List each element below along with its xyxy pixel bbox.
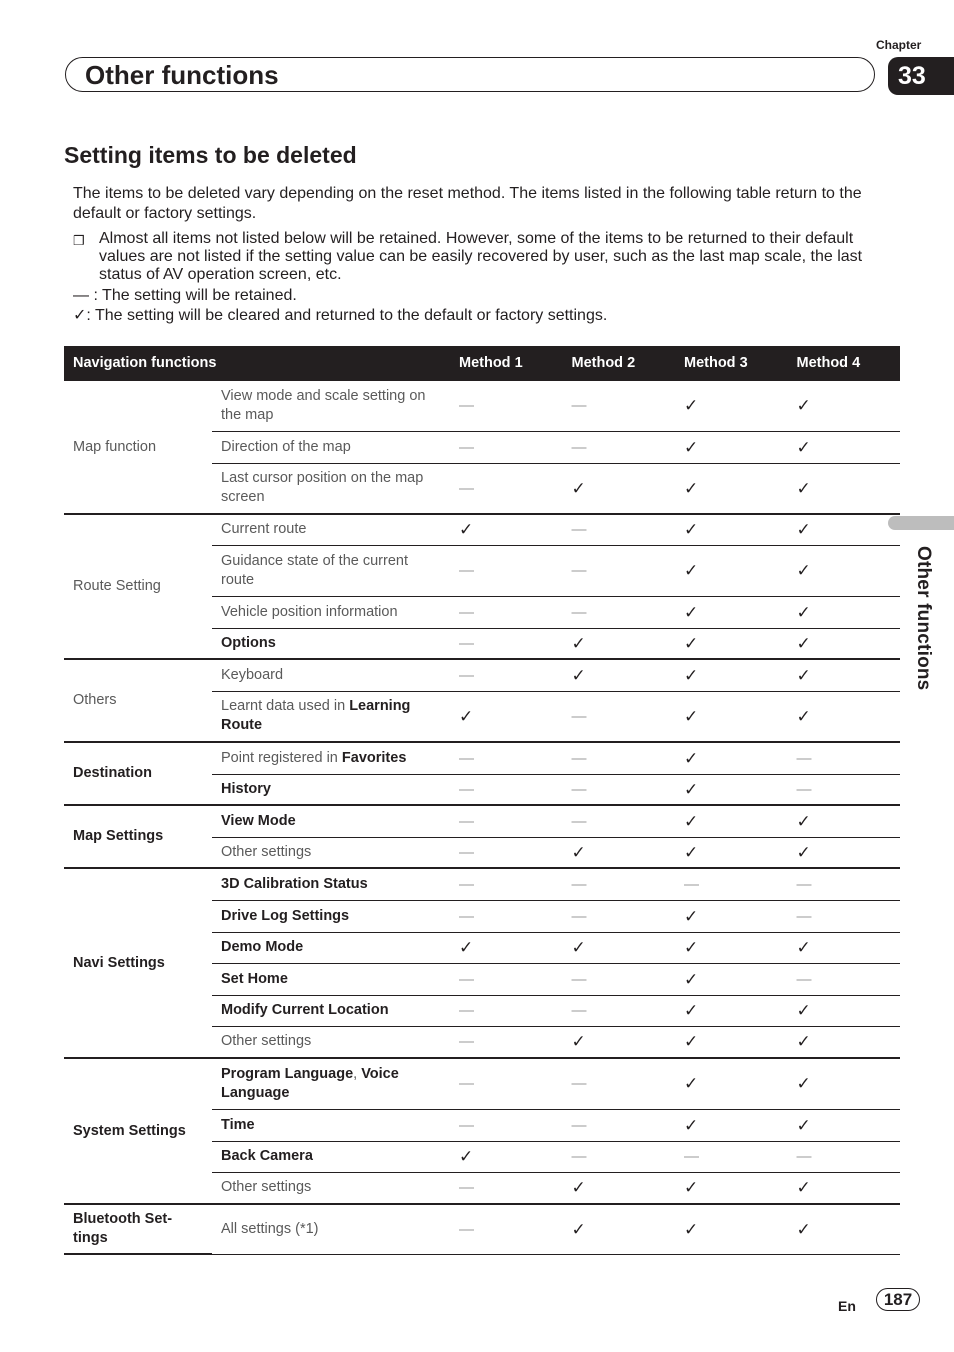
cleared-check-icon: ✓ (788, 1204, 901, 1254)
cleared-check-icon: ✓ (563, 463, 676, 514)
item-text-part: Learnt data used in (221, 698, 350, 715)
item-cell: View Mode (212, 805, 450, 837)
retained-dash-icon: — (563, 995, 676, 1026)
cleared-check-icon: ✓ (675, 380, 788, 431)
item-cell: Time (212, 1109, 450, 1141)
retained-dash-icon: — (563, 805, 676, 837)
cleared-check-icon: ✓ (450, 514, 563, 545)
retained-dash-icon: — (788, 1141, 901, 1172)
cleared-check-icon: ✓ (563, 1172, 676, 1204)
item-text-part: Program Language (221, 1065, 354, 1082)
retained-dash-icon: — (450, 995, 563, 1026)
cleared-check-icon: ✓ (788, 514, 901, 545)
retained-dash-icon: — (450, 545, 563, 596)
table-row (64, 805, 900, 837)
cleared-check-icon: ✓ (563, 628, 676, 659)
item-text-part: Point registered in (221, 749, 342, 766)
retained-dash-icon: — (450, 1058, 563, 1109)
cleared-check-icon: ✓ (788, 659, 901, 691)
item-cell: Other settings (212, 1026, 450, 1058)
category-cell: Map Settings (64, 805, 212, 868)
retained-dash-icon: — (450, 596, 563, 628)
item-cell: Last cursor position on the map screen (212, 463, 450, 514)
item-text-part: Favorites (341, 749, 407, 766)
page-header (65, 57, 875, 92)
cleared-check-icon: ✓ (788, 463, 901, 514)
column-header: Method 1 (450, 346, 563, 380)
retained-dash-icon: — (563, 1058, 676, 1109)
retained-dash-icon: — (563, 431, 676, 463)
retained-dash-icon: — (675, 868, 788, 900)
cleared-check-icon: ✓ (675, 1204, 788, 1254)
cleared-check-icon: ✓ (675, 900, 788, 932)
retained-dash-icon: — (563, 742, 676, 774)
item-cell: Guidance state of the current route (212, 545, 450, 596)
item-cell: Current route (212, 514, 450, 545)
item-cell (212, 1058, 450, 1109)
cleared-check-icon: ✓ (675, 431, 788, 463)
reset-items-table (64, 346, 900, 1255)
cleared-check-icon: ✓ (675, 1109, 788, 1141)
item-cell: Drive Log Settings (212, 900, 450, 932)
cleared-check-icon: ✓ (788, 628, 901, 659)
cleared-check-icon: ✓ (788, 1172, 901, 1204)
cleared-check-icon: ✓ (788, 805, 901, 837)
cleared-check-icon: ✓ (675, 805, 788, 837)
retained-dash-icon: — (563, 514, 676, 545)
cleared-check-icon: ✓ (788, 691, 901, 742)
retained-dash-icon: — (563, 691, 676, 742)
note-text: Almost all items not listed below will be retained. However, some of the items to be returned to their default values are not listed if the setting value can be easily recovered by user, such as the last map scale, the last status of AV operation screen, etc. (99, 230, 863, 283)
cleared-check-icon: ✓ (675, 774, 788, 805)
cleared-check-icon: ✓ (675, 659, 788, 691)
retained-dash-icon: — (563, 900, 676, 932)
retained-dash-icon: — (788, 868, 901, 900)
column-header: Method 3 (675, 346, 788, 380)
item-cell: Set Home (212, 963, 450, 995)
cleared-check-icon: ✓ (788, 1058, 901, 1109)
chapter-label: Chapter (876, 38, 922, 52)
retained-dash-icon: — (450, 774, 563, 805)
checkbox-bullet-icon: ❒ (73, 233, 85, 248)
retained-dash-icon: — (450, 380, 563, 431)
table-row (64, 380, 900, 431)
retained-dash-icon: — (450, 628, 563, 659)
retained-dash-icon: — (450, 431, 563, 463)
page-number: 187 (876, 1288, 920, 1311)
retained-dash-icon: — (450, 1109, 563, 1141)
item-cell: Demo Mode (212, 932, 450, 963)
retained-dash-icon: — (563, 868, 676, 900)
cleared-check-icon: ✓ (675, 514, 788, 545)
cleared-check-icon: ✓ (675, 691, 788, 742)
table-row (64, 868, 900, 900)
cleared-check-icon: ✓ (675, 837, 788, 868)
chapter-number: 33 (888, 57, 954, 95)
retained-dash-icon: — (450, 1204, 563, 1254)
cleared-check-icon: ✓ (675, 596, 788, 628)
cleared-check-icon: ✓ (788, 596, 901, 628)
retained-dash-icon: — (450, 805, 563, 837)
retained-dash-icon: — (563, 380, 676, 431)
retained-dash-icon: — (450, 742, 563, 774)
item-cell: Back Camera (212, 1141, 450, 1172)
cleared-check-icon: ✓ (563, 932, 676, 963)
item-cell: Options (212, 628, 450, 659)
item-text-part: Voice Language (221, 1065, 399, 1101)
cleared-check-icon: ✓ (563, 837, 676, 868)
item-cell: All settings (*1) (212, 1204, 450, 1254)
category-cell: Navi Settings (64, 868, 212, 1058)
item-cell: History (212, 774, 450, 805)
item-cell: Other settings (212, 837, 450, 868)
item-cell: View mode and scale setting on the map (212, 380, 450, 431)
legend-dash: — : The setting will be retained. (73, 287, 297, 304)
cleared-check-icon: ✓ (788, 1026, 901, 1058)
side-tab-label: Other functions (913, 546, 934, 691)
retained-dash-icon: — (450, 900, 563, 932)
retained-dash-icon: — (450, 1172, 563, 1204)
item-text-part: , (353, 1065, 362, 1082)
retained-dash-icon: — (563, 774, 676, 805)
table-header-row (64, 346, 900, 380)
column-header: Method 2 (563, 346, 676, 380)
cleared-check-icon: ✓ (450, 932, 563, 963)
retained-dash-icon: — (450, 659, 563, 691)
cleared-check-icon: ✓ (675, 628, 788, 659)
retained-dash-icon: — (788, 742, 901, 774)
cleared-check-icon: ✓ (563, 1026, 676, 1058)
retained-dash-icon: — (450, 963, 563, 995)
table-row (64, 1058, 900, 1109)
table-row (64, 742, 900, 774)
item-cell: Keyboard (212, 659, 450, 691)
table-row (64, 659, 900, 691)
retained-dash-icon: — (563, 1141, 676, 1172)
cleared-check-icon: ✓ (788, 545, 901, 596)
intro-paragraph: The items to be deleted vary depending on the reset method. The items listed in the following table return to the default or factory settings. (73, 185, 862, 222)
item-cell: Vehicle position information (212, 596, 450, 628)
item-cell (212, 691, 450, 742)
category-cell: Route Setting (64, 514, 212, 659)
retained-dash-icon: — (788, 774, 901, 805)
footer-language: En (838, 1298, 856, 1314)
retained-dash-icon: — (563, 596, 676, 628)
cleared-check-icon: ✓ (675, 1172, 788, 1204)
cleared-check-icon: ✓ (675, 463, 788, 514)
column-header: Navigation functions (64, 346, 450, 380)
cleared-check-icon: ✓ (675, 545, 788, 596)
retained-dash-icon: — (450, 463, 563, 514)
cleared-check-icon: ✓ (563, 1204, 676, 1254)
table-body (64, 380, 900, 1254)
page-header-title: Other functions (85, 60, 279, 90)
item-cell: Modify Current Location (212, 995, 450, 1026)
cleared-check-icon: ✓ (675, 932, 788, 963)
item-cell: Other settings (212, 1172, 450, 1204)
category-cell: Bluetooth Set-tings (64, 1204, 212, 1254)
cleared-check-icon: ✓ (675, 742, 788, 774)
table-row (64, 514, 900, 545)
table-row (64, 1204, 900, 1254)
item-cell: Direction of the map (212, 431, 450, 463)
cleared-check-icon: ✓ (788, 932, 901, 963)
category-cell: Others (64, 659, 212, 742)
cleared-check-icon: ✓ (675, 1058, 788, 1109)
item-cell: 3D Calibration Status (212, 868, 450, 900)
retained-dash-icon: — (563, 545, 676, 596)
retained-dash-icon: — (788, 963, 901, 995)
cleared-check-icon: ✓ (788, 431, 901, 463)
retained-dash-icon: — (450, 868, 563, 900)
cleared-check-icon: ✓ (675, 963, 788, 995)
category-cell: Map function (64, 380, 212, 514)
retained-dash-icon: — (450, 837, 563, 868)
retained-dash-icon: — (788, 900, 901, 932)
retained-dash-icon: — (563, 1109, 676, 1141)
cleared-check-icon: ✓ (675, 995, 788, 1026)
cleared-check-icon: ✓ (788, 1109, 901, 1141)
category-cell: Destination (64, 742, 212, 805)
cleared-check-icon: ✓ (450, 1141, 563, 1172)
category-cell: System Settings (64, 1058, 212, 1204)
cleared-check-icon: ✓ (788, 995, 901, 1026)
column-header: Method 4 (788, 346, 901, 380)
retained-dash-icon: — (563, 963, 676, 995)
retained-dash-icon: — (450, 1026, 563, 1058)
cleared-check-icon: ✓ (563, 659, 676, 691)
section-title: Setting items to be deleted (64, 142, 357, 168)
cleared-check-icon: ✓ (788, 837, 901, 868)
cleared-check-icon: ✓ (450, 691, 563, 742)
legend-check: ✓: The setting will be cleared and returned to the default or factory settings. (73, 307, 608, 324)
retained-dash-icon: — (675, 1141, 788, 1172)
item-cell (212, 742, 450, 774)
cleared-check-icon: ✓ (788, 380, 901, 431)
item-text-part: Learning Route (221, 698, 411, 734)
cleared-check-icon: ✓ (675, 1026, 788, 1058)
